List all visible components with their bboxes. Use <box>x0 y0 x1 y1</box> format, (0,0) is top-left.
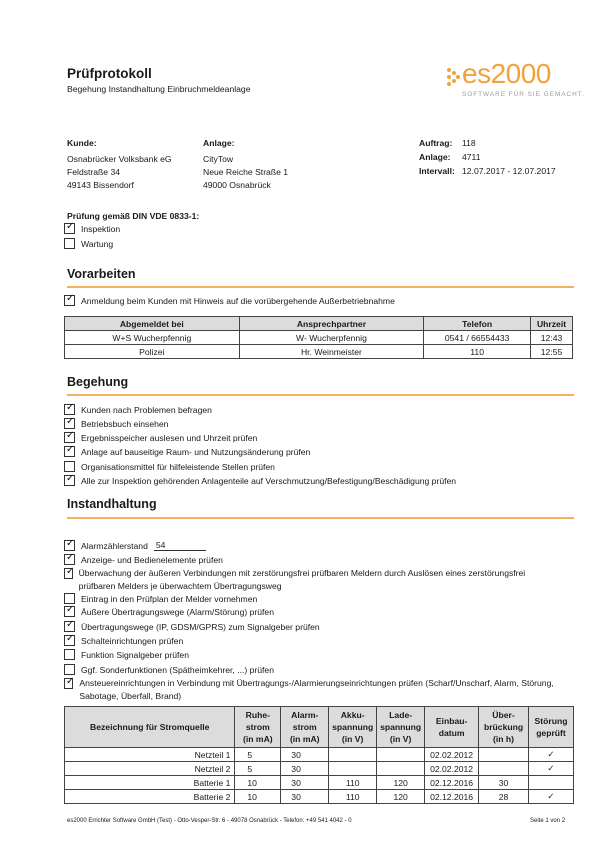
table-header: Lade- spannung (in V) <box>377 707 425 748</box>
table-header: Über- brückung (in h) <box>479 707 529 748</box>
order-number: 118 <box>462 138 476 148</box>
site-city: 49000 Osnabrück <box>203 180 271 190</box>
table-cell: 30 <box>479 776 529 790</box>
table-header: Akku- spannung (in V) <box>329 707 377 748</box>
checkbox-row[interactable] <box>64 432 257 443</box>
checkbox[interactable] <box>64 621 75 632</box>
table-cell: 120 <box>377 776 425 790</box>
system-number-label: Anlage: <box>419 152 451 162</box>
table-header: Störung geprüft <box>529 707 574 748</box>
checkbox[interactable] <box>64 568 73 579</box>
table-row <box>65 748 574 762</box>
checkbox-label: Betriebsbuch einsehen <box>81 418 169 429</box>
table-cell: 5 <box>235 748 281 762</box>
table-cell: 30 <box>281 790 329 804</box>
footer-company: es2000 Errichter Software GmbH (Test) - Otto-Vesper-Str. 6 - 49078 Osnabrück - Telefon: +49 541 4042 - 0 <box>67 818 352 824</box>
table-cell <box>377 748 425 762</box>
page-title: Prüfprotokoll <box>67 66 152 81</box>
table-cell: 30 <box>281 776 329 790</box>
table-cell: 110 <box>329 776 377 790</box>
system-number: 4711 <box>462 152 481 162</box>
table-row <box>65 345 573 359</box>
table-cell <box>329 762 377 776</box>
table-header: Einbau- datum <box>425 707 479 748</box>
checkbox-row[interactable] <box>64 446 310 457</box>
table-header: Alarm- strom (in mA) <box>281 707 329 748</box>
table-header: Ansprechpartner <box>239 317 424 331</box>
checkbox[interactable] <box>64 554 75 565</box>
table-cell <box>529 776 574 790</box>
site-street: Neue Reiche Straße 1 <box>203 167 289 177</box>
customer-street: Feldstraße 34 <box>67 167 121 177</box>
table-cell: Batterie 1 <box>65 776 235 790</box>
table-header: Bezeichnung für Stromquelle <box>65 707 235 748</box>
table-cell: 30 <box>281 748 329 762</box>
table-cell: 5 <box>235 762 281 776</box>
checkbox[interactable] <box>64 461 75 472</box>
checkbox[interactable] <box>64 432 75 443</box>
checkbox-row[interactable] <box>64 593 257 604</box>
table-cell: 10 <box>235 790 281 804</box>
checkbox-row[interactable] <box>64 621 320 632</box>
table-cell: 02.12.2016 <box>425 790 479 804</box>
table-row <box>65 331 573 345</box>
table-header: Ruhe- strom (in mA) <box>235 707 281 748</box>
notification-table <box>64 316 573 359</box>
checkbox[interactable] <box>64 418 75 429</box>
table-cell: 110 <box>329 790 377 804</box>
footer-page-number: Seite 1 von 2 <box>530 818 566 824</box>
table-cell: 120 <box>377 790 425 804</box>
checkbox-label: Alarmzählerstand <box>81 540 148 551</box>
checkbox[interactable] <box>64 678 73 689</box>
checkbox[interactable] <box>64 606 75 617</box>
checkbox-row[interactable] <box>64 678 554 702</box>
section-heading-begehung: Begehung <box>67 375 129 389</box>
checkbox-row-wartung[interactable] <box>64 238 113 249</box>
checkbox-label: Inspektion <box>81 223 121 234</box>
checkbox-label: Eintrag in den Prüfplan der Melder vornehmen <box>81 593 258 604</box>
section-divider <box>67 286 574 288</box>
customer-name: Osnabrücker Volksbank eG <box>67 154 172 164</box>
table-cell: 10 <box>235 776 281 790</box>
table-cell: W- Wucherpfennig <box>239 331 424 345</box>
company-logo <box>446 58 585 104</box>
checkbox-label: Anzeige- und Bedienelemente prüfen <box>81 554 223 565</box>
checkbox-label: Anlage auf bauseitige Raum- und Nutzungsänderung prüfen <box>81 446 311 457</box>
table-cell: 12:55 <box>531 345 573 359</box>
checkbox-row[interactable] <box>64 568 554 592</box>
checkbox[interactable] <box>64 223 75 234</box>
checkbox-row[interactable] <box>64 664 274 675</box>
checkbox-row-anmeldung[interactable] <box>64 295 395 306</box>
table-cell: Polizei <box>65 345 240 359</box>
checkbox-label: Ergebnisspeicher auslesen und Uhrzeit prüfen <box>81 432 258 443</box>
checkbox[interactable] <box>64 446 75 457</box>
page-subtitle: Begehung Instandhaltung Einbruchmeldeanlage <box>67 84 251 94</box>
section-divider <box>67 394 574 396</box>
table-cell: Batterie 2 <box>65 790 235 804</box>
checkbox-label: Wartung <box>81 238 114 249</box>
interval-value: 12.07.2017 - 12.07.2017 <box>462 166 556 176</box>
table-cell: Netzteil 1 <box>65 748 235 762</box>
checkbox-row[interactable] <box>64 475 456 486</box>
table-cell <box>479 762 529 776</box>
logo-tagline: SOFTWARE FÜR SIE GEMACHT. <box>462 91 585 98</box>
checkbox-label: Äußere Übertragungswege (Alarm/Störung) prüfen <box>81 606 274 617</box>
interval-label: Intervall: <box>419 166 455 176</box>
checkbox-row-inspektion[interactable] <box>64 223 120 234</box>
checkbox-label: Alle zur Inspektion gehörenden Anlagenteile auf Verschmutzung/Befestigung/Beschädigung prüfen <box>81 475 457 486</box>
table-cell: 110 <box>424 345 531 359</box>
checkbox[interactable] <box>64 238 75 249</box>
table-row <box>65 762 574 776</box>
checkbox-row-alarm-counter[interactable] <box>64 540 206 551</box>
table-cell: 0541 / 66554433 <box>424 331 531 345</box>
section-heading-vorarbeiten: Vorarbeiten <box>67 267 136 281</box>
checkbox-row[interactable] <box>64 606 274 617</box>
checkbox-row[interactable] <box>64 418 168 429</box>
site-name: CityTow <box>203 154 234 164</box>
power-source-table <box>64 706 574 804</box>
table-header: Uhrzeit <box>531 317 573 331</box>
alarm-counter-field[interactable]: 54 <box>154 540 206 551</box>
table-cell: ✓ <box>529 748 574 762</box>
table-cell: 12:43 <box>531 331 573 345</box>
checkbox[interactable] <box>64 593 75 604</box>
table-cell: W+S Wucherpfennig <box>65 331 240 345</box>
table-header: Telefon <box>424 317 531 331</box>
customer-city: 49143 Bissendorf <box>67 180 134 190</box>
checkbox[interactable] <box>64 404 75 415</box>
table-cell: 02.12.2016 <box>425 776 479 790</box>
checkbox-label: Anmeldung beim Kunden mit Hinweis auf die vorübergehende Außerbetriebnahme <box>81 295 395 306</box>
table-cell: ✓ <box>529 762 574 776</box>
table-cell <box>479 748 529 762</box>
table-row <box>65 790 574 804</box>
checkbox-row[interactable] <box>64 461 275 472</box>
table-header: Abgemeldet bei <box>65 317 240 331</box>
checkbox-label: Organisationsmittel für hilfeleistende Stellen prüfen <box>81 461 275 472</box>
table-cell: ✓ <box>529 790 574 804</box>
table-cell: 02.02.2012 <box>425 762 479 776</box>
table-cell: 02.02.2012 <box>425 748 479 762</box>
order-label: Auftrag: <box>419 138 453 148</box>
section-heading-instandhaltung: Instandhaltung <box>67 497 157 511</box>
checkbox-label: Schalteinrichtungen prüfen <box>81 635 184 646</box>
checkbox[interactable] <box>64 635 75 646</box>
checkbox-label: Ansteuereinrichtungen in Verbindung mit Übertragungs-/Alarmierungseinrichtungen prüfen (Scharf/Unscharf, Alarm, Störung, Sabotage, Überfall, Brand) <box>79 678 554 701</box>
table-cell <box>377 762 425 776</box>
checkbox-label: Übertragungswege (IP, GDSM/GPRS) zum Signalgeber prüfen <box>81 621 320 632</box>
section-divider <box>67 517 574 519</box>
checkbox-row[interactable] <box>64 649 189 660</box>
table-cell: 28 <box>479 790 529 804</box>
logo-dots-icon <box>446 67 462 87</box>
checkbox-label: Kunden nach Problemen befragen <box>81 404 212 415</box>
table-row <box>65 776 574 790</box>
table-cell <box>329 748 377 762</box>
table-cell: 30 <box>281 762 329 776</box>
checkbox-row[interactable] <box>64 404 212 415</box>
table-cell: Netzteil 2 <box>65 762 235 776</box>
table-cell: Hr. Weinmeister <box>239 345 424 359</box>
checkbox[interactable] <box>64 540 75 551</box>
logo-text: es2000 <box>462 58 551 89</box>
checkbox[interactable] <box>64 475 75 486</box>
checkbox-label: Ggf. Sonderfunktionen (Spätheimkehrer, ...) prüfen <box>81 664 274 675</box>
checkbox-label: Überwachung der äußeren Verbindungen mit zerstörungsfrei prüfbaren Meldern durch Auslösen eines zerstörungsfrei prüfbaren Melders je überwachtem Übertragungsweg <box>78 568 526 591</box>
checkbox[interactable] <box>64 664 75 675</box>
inspection-standard-label: Prüfung gemäß DIN VDE 0833-1: <box>67 211 200 221</box>
checkbox-row[interactable] <box>64 554 223 565</box>
checkbox-row[interactable] <box>64 635 183 646</box>
checkbox-label: Funktion Signalgeber prüfen <box>81 649 189 660</box>
checkbox[interactable] <box>64 649 75 660</box>
checkbox[interactable] <box>64 295 75 306</box>
customer-label: Kunde: <box>67 138 97 148</box>
site-label: Anlage: <box>203 138 235 148</box>
